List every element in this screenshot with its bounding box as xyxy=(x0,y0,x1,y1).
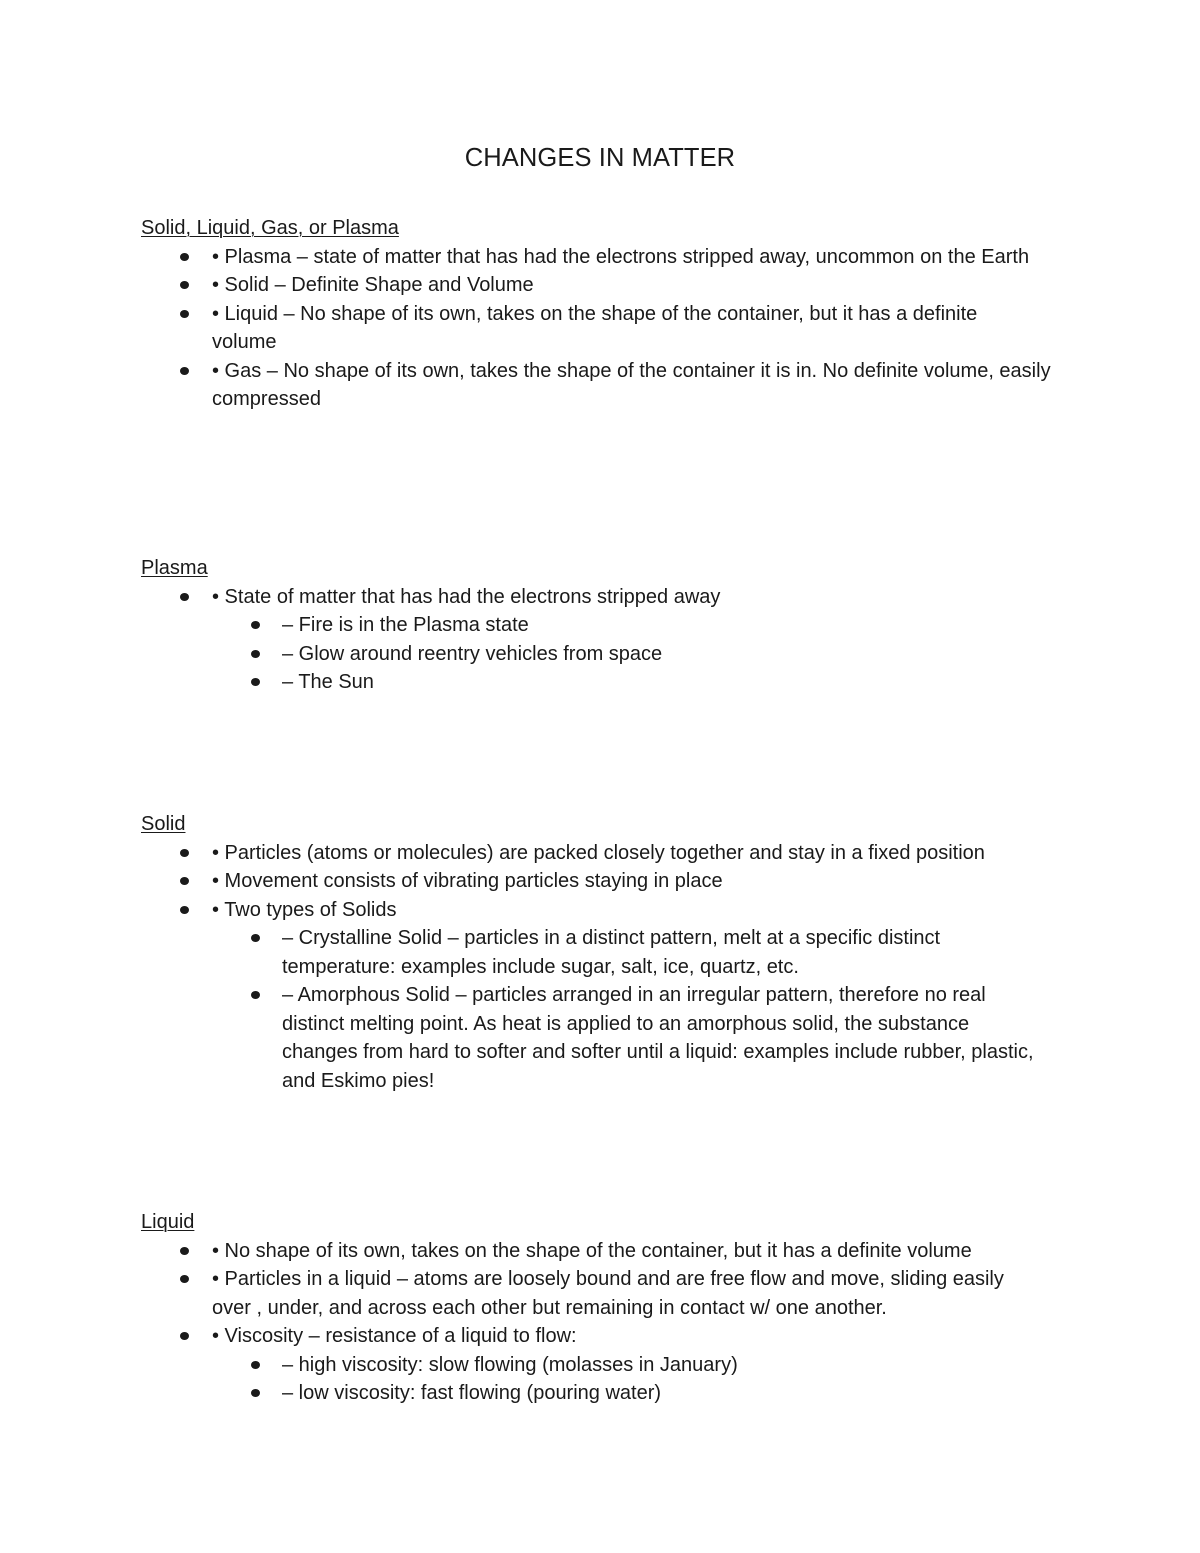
sub-list-item-text: – Crystalline Solid – particles in a distinct pattern, melt at a specific distinct temperature: examples include sugar, salt, ice, quartz, etc. xyxy=(282,927,941,978)
bullet-list xyxy=(141,839,1071,1096)
bullet-icon xyxy=(251,678,260,686)
list-item-text: • Movement consists of vibrating particles staying in place xyxy=(212,870,723,892)
bullet-list xyxy=(141,243,1071,414)
sub-bullet-list xyxy=(212,924,1071,1095)
bullet-list xyxy=(141,1237,1071,1408)
bullet-icon xyxy=(180,1247,189,1255)
list-item-text: • Viscosity – resistance of a liquid to flow: xyxy=(212,1325,577,1347)
bullet-icon xyxy=(180,1275,189,1283)
list-item-text: • Solid – Definite Shape and Volume xyxy=(212,274,534,296)
sub-list-item xyxy=(212,1379,1071,1408)
list-item-text: • Two types of Solids xyxy=(212,898,397,921)
section-heading: Liquid xyxy=(141,1211,195,1233)
sub-list-item-text: – Amorphous Solid – particles arranged in an irregular pattern, therefore no real distinct melting point. As heat is applied to an amorphous solid, the substance changes from hard to softer and softer until a liquid: examples include rubber, plastic, and Eskimo pies! xyxy=(282,984,1034,1092)
bullet-icon xyxy=(180,906,189,914)
sub-list-item xyxy=(212,1351,1071,1380)
section-heading: Solid, Liquid, Gas, or Plasma xyxy=(141,217,399,239)
sub-list-item-text: – Fire is in the Plasma state xyxy=(282,614,529,636)
list-item-text: • Liquid – No shape of its own, takes on the shape of the container, but it has a definite volume xyxy=(212,302,978,353)
bullet-icon xyxy=(251,934,260,942)
bullet-icon xyxy=(251,621,260,629)
sub-list-item xyxy=(212,981,1047,1095)
bullet-icon xyxy=(180,310,189,318)
bullet-icon xyxy=(180,253,189,261)
bullet-icon xyxy=(251,1361,260,1369)
list-item-text: • No shape of its own, takes on the shape of the container, but it has a definite volume xyxy=(212,1239,972,1262)
sub-list-item xyxy=(212,611,1071,640)
section-heading: Solid xyxy=(141,813,186,835)
sub-list-item-text: – low viscosity: fast flowing (pouring water) xyxy=(282,1382,662,1404)
sub-list-item-text: – Glow around reentry vehicles from space xyxy=(282,642,663,665)
list-item xyxy=(141,1322,1071,1408)
page-title: CHANGES IN MATTER xyxy=(464,144,736,172)
section-heading: Plasma xyxy=(141,557,208,579)
list-item-text: • State of matter that has had the electrons stripped away xyxy=(212,585,721,608)
list-item xyxy=(141,300,1042,357)
bullet-icon xyxy=(180,367,189,375)
list-item xyxy=(141,243,1042,272)
section-plasma xyxy=(141,554,1071,697)
bullet-icon xyxy=(251,650,260,658)
list-item xyxy=(141,1265,1012,1322)
list-item xyxy=(141,357,1072,414)
list-item xyxy=(141,271,1071,300)
sub-bullet-list xyxy=(212,611,1071,697)
sub-bullet-list xyxy=(212,1351,1071,1408)
bullet-icon xyxy=(180,281,189,289)
list-item xyxy=(141,839,1071,868)
section-liquid xyxy=(141,1208,1071,1408)
bullet-icon xyxy=(180,877,189,885)
list-item xyxy=(141,896,1071,1096)
list-item xyxy=(141,583,1071,697)
sub-list-item-text: – high viscosity: slow flowing (molasses in January) xyxy=(282,1353,738,1376)
list-item-text: • Plasma – state of matter that has had the electrons stripped away, uncommon on the Earth xyxy=(212,245,1030,268)
sub-list-item xyxy=(212,668,1071,697)
section-solid xyxy=(141,810,1071,1095)
list-item-text: • Particles in a liquid – atoms are loosely bound and are free flow and move, sliding easily over , under, and across each other but remaining in contact w/ one another. xyxy=(212,1268,1004,1319)
list-item-text: • Gas – No shape of its own, takes the shape of the container it is in. No definite volume, easily compressed xyxy=(212,359,1051,410)
bullet-list xyxy=(141,583,1071,697)
section-states-of-matter xyxy=(141,214,1071,414)
bullet-icon xyxy=(180,593,189,601)
sub-list-item xyxy=(212,640,1071,669)
bullet-icon xyxy=(251,991,260,999)
bullet-icon xyxy=(180,1332,189,1340)
list-item-text: • Particles (atoms or molecules) are packed closely together and stay in a fixed position xyxy=(212,841,985,864)
sub-list-item xyxy=(212,924,997,981)
bullet-icon xyxy=(251,1389,260,1397)
list-item xyxy=(141,867,1071,896)
bullet-icon xyxy=(180,849,189,857)
list-item xyxy=(141,1237,1071,1266)
sub-list-item-text: – The Sun xyxy=(282,671,374,693)
